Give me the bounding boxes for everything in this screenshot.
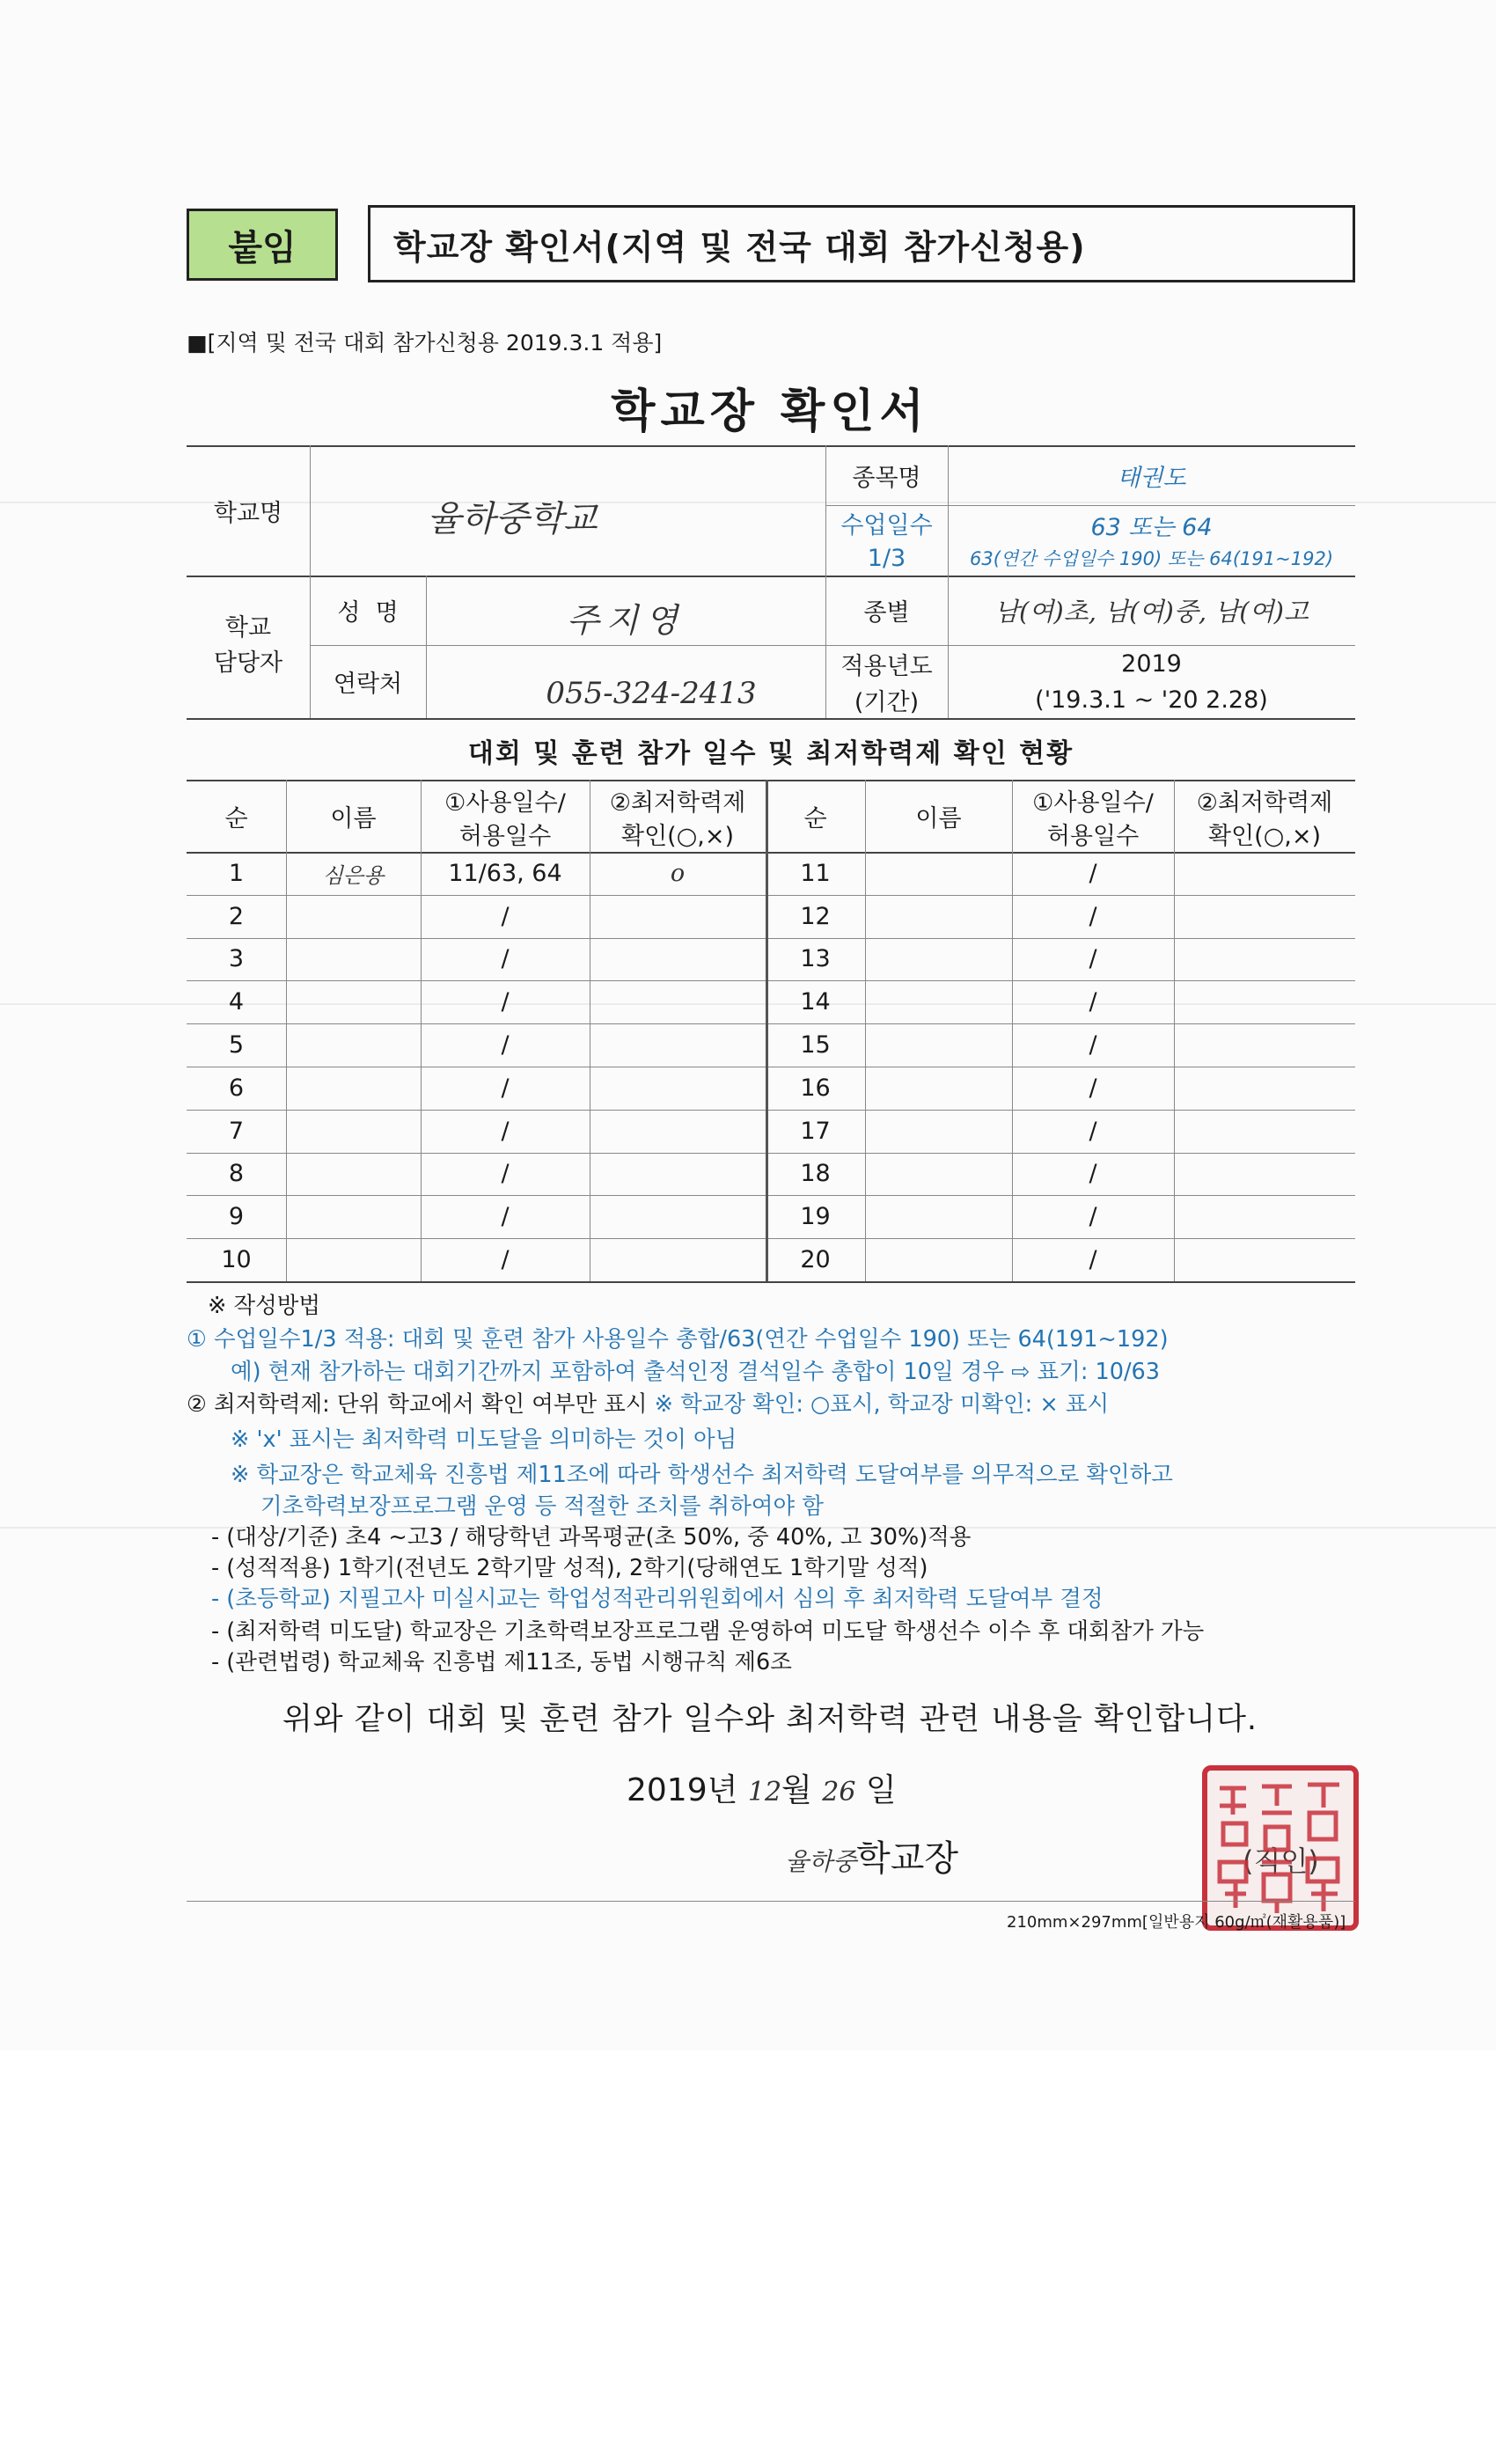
col-header-check: 확인(○,×) — [1208, 822, 1321, 850]
confirmation-text: 위와 같이 대회 및 훈련 참가 일수와 최저학력 관련 내용을 확인합니다. — [282, 1702, 1258, 1737]
instruction-line: - (성적적용) 1학기(전년도 2학기말 성적), 2학기(당해연도 1학기말 성적) — [211, 1555, 928, 1581]
seal-label: (직인) — [1243, 1844, 1319, 1878]
header-title: 학교장 확인서(지역 및 전국 대회 참가신청용) — [368, 205, 1355, 282]
table-cell-check — [590, 1110, 766, 1153]
table-cell-name: 심은용 — [322, 862, 385, 888]
table-cell-no: 9 — [228, 1203, 245, 1231]
table-cell-name — [286, 1023, 421, 1067]
instruction-line: 예) 현재 참가하는 대회기간까지 포함하여 출석인정 결석일수 총합이 10일 경우 ⇨ 표기: 10/63 — [231, 1359, 1160, 1385]
instruction-line: - (최저학력 미도달) 학교장은 기초학력보장프로그램 운영하여 미도달 학생선수 이수 후 대회참가 가능 — [211, 1618, 1205, 1645]
year-label-2: (기간) — [854, 689, 920, 716]
school-value: 율하중학교 — [427, 498, 598, 539]
table-cell-check — [1174, 1238, 1355, 1281]
contact-label: 연락처 — [333, 671, 403, 698]
table-cell-days: / — [501, 1117, 510, 1145]
table-cell-no: 11 — [800, 859, 831, 887]
table-cell-days: / — [501, 1031, 510, 1060]
col-header-check: 확인(○,×) — [621, 822, 734, 850]
principal-signature: 율하중학교장 — [785, 1838, 959, 1879]
col-header-check: ②최저학력제 — [609, 788, 746, 817]
days-value-1: 63 또는 64 — [1090, 513, 1213, 541]
type-label: 종별 — [863, 599, 910, 627]
table-cell-check — [590, 1023, 766, 1067]
table-cell-days: / — [501, 988, 510, 1016]
table-cell-days: / — [1089, 1203, 1097, 1231]
table-cell-name — [286, 1110, 421, 1153]
table-cell-check: o — [670, 859, 686, 887]
year-label-1: 적용년도 — [840, 652, 933, 680]
table-cell-check — [590, 1195, 766, 1238]
table-cell-name — [286, 1195, 421, 1238]
official-seal-stamp — [1202, 1765, 1359, 1931]
table-cell-no: 16 — [800, 1074, 831, 1102]
table-cell-name — [865, 1153, 1012, 1196]
table-cell-check — [1174, 980, 1355, 1023]
table-cell-name — [865, 1023, 1012, 1067]
instructions-heading: ※ 작성방법 — [208, 1293, 321, 1319]
table-cell-name — [865, 980, 1012, 1023]
table-cell-no: 7 — [228, 1117, 245, 1145]
document-title: 학교장 확인서 — [611, 385, 929, 438]
table-cell-check — [1174, 1110, 1355, 1153]
instruction-line: - (관련법령) 학교체육 진흥법 제11조, 동법 시행규칙 제6조 — [211, 1649, 792, 1676]
table-cell-check — [1174, 1067, 1355, 1110]
table-cell-name — [865, 1110, 1012, 1153]
table-cell-name — [865, 852, 1012, 895]
applicability-note: ■[지역 및 전국 대회 참가신청용 2019.3.1 적용] — [187, 330, 663, 356]
table-cell-no: 1 — [228, 859, 245, 887]
table-cell-check — [1174, 895, 1355, 938]
table-cell-days: / — [1089, 859, 1097, 887]
col-header-name: 이름 — [330, 804, 377, 832]
col-header-days: 허용일수 — [458, 822, 552, 850]
staff-label-2: 담당자 — [213, 649, 283, 677]
name-label: 성 명 — [337, 599, 399, 627]
year-value-1: 2019 — [1121, 649, 1182, 678]
event-value: 태권도 — [1117, 464, 1186, 492]
table-cell-name — [286, 1067, 421, 1110]
table-cell-no: 14 — [800, 988, 831, 1016]
table-cell-check — [1174, 1023, 1355, 1067]
table-cell-check — [590, 1153, 766, 1196]
type-value: 남(여)초, 남(여)중, 남(여)고 — [994, 597, 1309, 627]
table-cell-days: 11/63, 64 — [448, 859, 562, 887]
table-cell-check — [1174, 1195, 1355, 1238]
table-cell-check — [590, 938, 766, 981]
col-header-days: ①사용일수/ — [444, 788, 566, 817]
table-cell-no: 3 — [228, 945, 245, 973]
table-cell-check — [1174, 938, 1355, 981]
table-cell-name — [286, 980, 421, 1023]
table-cell-days: / — [1089, 988, 1097, 1016]
table-cell-name — [865, 938, 1012, 981]
table-cell-no: 18 — [800, 1160, 831, 1188]
table-cell-name — [286, 895, 421, 938]
table-cell-name — [865, 1238, 1012, 1281]
table-cell-days: / — [1089, 1160, 1097, 1188]
table-cell-name — [286, 938, 421, 981]
table-cell-check — [1174, 1153, 1355, 1196]
table-cell-days: / — [501, 902, 510, 930]
instruction-line: ① 수업일수1/3 적용: 대회 및 훈련 참가 사용일수 총합/63(연간 수업일수 190) 또는 64(191~192) — [187, 1326, 1169, 1353]
col-header-days: 허용일수 — [1046, 822, 1140, 850]
contact-value: 055-324-2413 — [546, 676, 757, 711]
table-cell-check — [590, 1238, 766, 1281]
staff-label-1: 학교 — [224, 613, 272, 642]
col-header-no: 순 — [224, 804, 248, 832]
table-cell-no: 8 — [228, 1160, 245, 1188]
table-cell-no: 2 — [228, 902, 245, 930]
table-cell-name — [865, 1067, 1012, 1110]
table-cell-days: / — [501, 945, 510, 973]
instruction-line: ※ 학교장은 학교체육 진흥법 제11조에 따라 학생선수 최저학력 도달여부를 의무적으로 확인하고 — [231, 1462, 1173, 1488]
table-cell-days: / — [501, 1246, 510, 1274]
table-cell-name — [286, 1238, 421, 1281]
date-line: 2019년 12월 26 일 — [627, 1772, 897, 1808]
instruction-line: - (대상/기준) 초4 ~고3 / 해당학년 과목평균(초 50%, 중 40%, 고 30%)적용 — [211, 1524, 972, 1551]
paper-spec-note: 210mm×297mm[일반용지 60g/㎡(재활용품)] — [1007, 1913, 1346, 1932]
instruction-line: ※ 'x' 표시는 최저학력 미도달을 의미하는 것이 아님 — [231, 1426, 737, 1453]
table-cell-no: 4 — [228, 988, 245, 1016]
instruction-line: - (초등학교) 지필고사 미실시교는 학업성적관리위원회에서 심의 후 최저학력 도달여부 결정 — [211, 1586, 1104, 1612]
instruction-line: 기초학력보장프로그램 운영 등 적절한 조치를 취하여야 함 — [260, 1493, 824, 1520]
table-cell-name — [286, 1153, 421, 1196]
table-cell-days: / — [1089, 902, 1097, 930]
col-header-check: ②최저학력제 — [1196, 788, 1333, 817]
table-cell-no: 10 — [221, 1246, 252, 1274]
year-value-2: ('19.3.1 ~ '20 2.28) — [1035, 686, 1268, 714]
table-cell-no: 12 — [800, 902, 831, 930]
table-cell-days: / — [1089, 1031, 1097, 1060]
section-title: 대회 및 훈련 참가 일수 및 최저학력제 확인 현황 — [467, 738, 1074, 769]
table-cell-no: 20 — [800, 1246, 831, 1274]
table-cell-check — [590, 980, 766, 1023]
table-cell-days: / — [501, 1203, 510, 1231]
table-border — [187, 1281, 1355, 1283]
col-header-no: 순 — [803, 804, 827, 832]
table-cell-days: / — [1089, 1117, 1097, 1145]
school-label: 학교명 — [213, 499, 283, 527]
col-header-days: ①사용일수/ — [1032, 788, 1154, 817]
table-cell-no: 19 — [800, 1203, 831, 1231]
event-label: 종목명 — [852, 464, 921, 492]
table-cell-check — [590, 1067, 766, 1110]
days-value-2: 63(연간 수업일수 190) 또는 64(191~192) — [969, 548, 1334, 569]
attachment-badge: 붙임 — [187, 209, 338, 281]
table-cell-days: / — [501, 1160, 510, 1188]
table-cell-no: 5 — [228, 1031, 245, 1060]
table-cell-no: 15 — [800, 1031, 831, 1060]
table-cell-check — [1174, 852, 1355, 895]
name-value: 주지영 — [566, 600, 686, 640]
table-cell-no: 17 — [800, 1117, 831, 1145]
table-cell-check — [590, 895, 766, 938]
table-cell-days: / — [501, 1074, 510, 1102]
table-cell-name — [865, 1195, 1012, 1238]
days-label-2: 1/3 — [867, 544, 906, 572]
table-cell-no: 6 — [228, 1074, 245, 1102]
col-header-name: 이름 — [915, 804, 962, 832]
days-label-1: 수업일수 — [840, 511, 933, 539]
table-cell-name — [865, 895, 1012, 938]
table-cell-days: / — [1089, 1074, 1097, 1102]
table-cell-days: / — [1089, 945, 1097, 973]
table-cell-no: 13 — [800, 945, 831, 973]
table-cell-days: / — [1089, 1246, 1097, 1274]
instruction-line: ② 최저학력제: 단위 학교에서 확인 여부만 표시 ※ 학교장 확인: ○표시, 학교장 미확인: × 표시 — [187, 1391, 1110, 1418]
